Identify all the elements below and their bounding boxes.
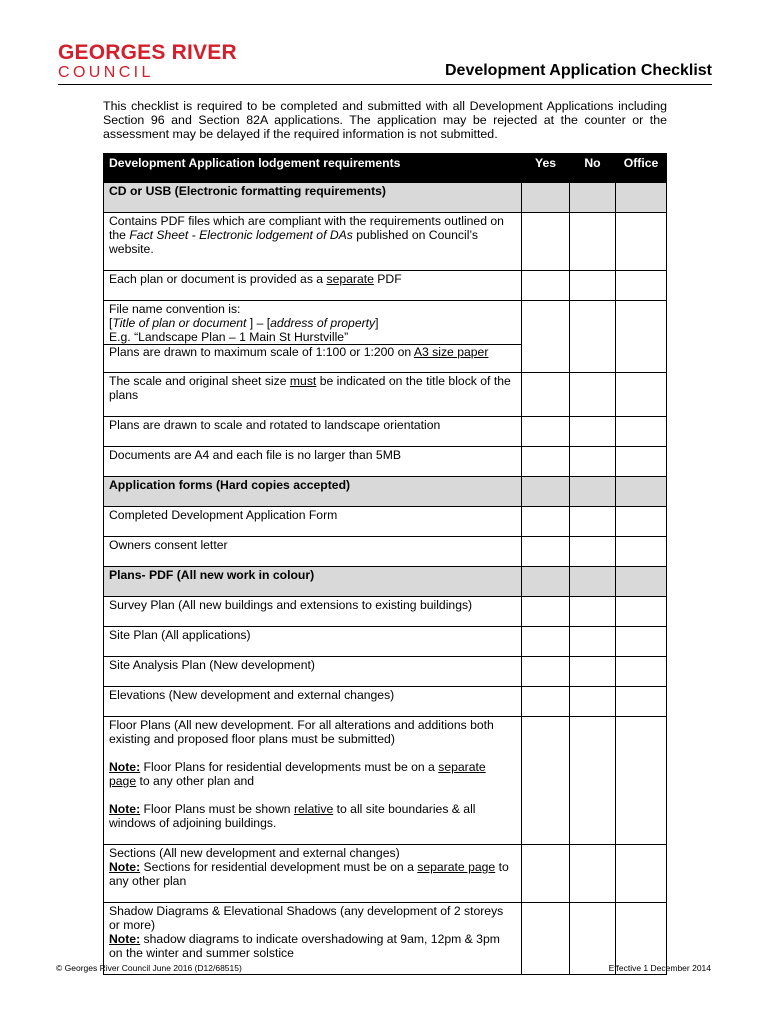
yes-checkbox[interactable]: [522, 845, 570, 903]
section-label: Plans- PDF (All new work in colour): [104, 567, 522, 597]
table-row: [104, 717, 667, 845]
logo-line1: GEORGES RIVER: [58, 41, 237, 64]
yes-checkbox[interactable]: [522, 301, 570, 373]
no-checkbox[interactable]: [570, 657, 616, 687]
requirement-pdf-compliant: Contains PDF files which are compliant with the requirements outlined on the Fact Sheet - Electronic lodgement of DAs published on Council’s website.: [104, 213, 522, 271]
header-divider: [58, 84, 712, 85]
section-row-plans: [104, 567, 667, 597]
yes-checkbox[interactable]: [522, 477, 570, 507]
no-checkbox[interactable]: [570, 417, 616, 447]
table-header-row: [104, 154, 667, 183]
no-checkbox[interactable]: [570, 845, 616, 903]
footer-copyright: © Georges River Council June 2016 (D12/68515): [56, 963, 242, 973]
office-checkbox[interactable]: [616, 213, 667, 271]
table-row: [104, 627, 667, 657]
no-checkbox[interactable]: [570, 183, 616, 213]
requirement-elevations: Elevations (New development and external changes): [104, 687, 522, 717]
table-row: [104, 537, 667, 567]
requirement-title-block: The scale and original sheet size must be indicated on the title block of the plans: [104, 373, 522, 417]
table-row: [104, 373, 667, 417]
requirement-file-name-and-scale: File name convention is: [Title of plan or document ] – [address of property] E.g. “Landscape Plan – 1 Main St Hurstville” Plans are drawn to maximum scale of 1:100 or 1:200 on A3 size paper: [104, 301, 522, 373]
table-row: [104, 447, 667, 477]
section-label: Application forms (Hard copies accepted): [104, 477, 522, 507]
table-row: [104, 597, 667, 627]
column-header-yes: Yes: [522, 154, 570, 183]
office-checkbox[interactable]: [616, 717, 667, 845]
table-row: [104, 657, 667, 687]
table-row: [104, 417, 667, 447]
office-checkbox[interactable]: [616, 597, 667, 627]
office-checkbox[interactable]: [616, 301, 667, 373]
office-checkbox[interactable]: [616, 687, 667, 717]
office-checkbox[interactable]: [616, 477, 667, 507]
no-checkbox[interactable]: [570, 567, 616, 597]
table-row: [104, 845, 667, 903]
no-checkbox[interactable]: [570, 507, 616, 537]
council-logo: [58, 42, 237, 82]
requirement-site-plan: Site Plan (All applications): [104, 627, 522, 657]
office-checkbox[interactable]: [616, 507, 667, 537]
no-checkbox[interactable]: [570, 447, 616, 477]
section-row-cd-usb: [104, 183, 667, 213]
yes-checkbox[interactable]: [522, 597, 570, 627]
requirement-owners-consent: Owners consent letter: [104, 537, 522, 567]
yes-checkbox[interactable]: [522, 537, 570, 567]
requirement-site-analysis: Site Analysis Plan (New development): [104, 657, 522, 687]
requirement-da-form: Completed Development Application Form: [104, 507, 522, 537]
office-checkbox[interactable]: [616, 417, 667, 447]
no-checkbox[interactable]: [570, 301, 616, 373]
no-checkbox[interactable]: [570, 627, 616, 657]
office-checkbox[interactable]: [616, 183, 667, 213]
yes-checkbox[interactable]: [522, 903, 570, 975]
yes-checkbox[interactable]: [522, 213, 570, 271]
yes-checkbox[interactable]: [522, 271, 570, 301]
column-header-office: Office: [616, 154, 667, 183]
requirement-a4: Documents are A4 and each file is no larger than 5MB: [104, 447, 522, 477]
yes-checkbox[interactable]: [522, 417, 570, 447]
requirement-survey-plan: Survey Plan (All new buildings and extensions to existing buildings): [104, 597, 522, 627]
no-checkbox[interactable]: [570, 537, 616, 567]
logo-line2: COUNCIL: [58, 64, 154, 81]
yes-checkbox[interactable]: [522, 507, 570, 537]
requirement-separate-pdf: Each plan or document is provided as a separate PDF: [104, 271, 522, 301]
section-label: CD or USB (Electronic formatting requirements): [104, 183, 522, 213]
yes-checkbox[interactable]: [522, 687, 570, 717]
no-checkbox[interactable]: [570, 271, 616, 301]
page-title: Development Application Checklist: [444, 62, 712, 79]
intro-paragraph: This checklist is required to be completed and submitted with all Development Applications including Section 96 and Section 82A applications. The application may be rejected at the counter or the assessment may be delayed if the required information is not submitted.: [103, 99, 667, 141]
column-header-no: No: [570, 154, 616, 183]
office-checkbox[interactable]: [616, 537, 667, 567]
requirement-landscape: Plans are drawn to scale and rotated to landscape orientation: [104, 417, 522, 447]
yes-checkbox[interactable]: [522, 717, 570, 845]
yes-checkbox[interactable]: [522, 627, 570, 657]
footer-effective-date: Effective 1 December 2014: [608, 963, 711, 973]
requirement-floor-plans: Floor Plans (All new development. For all alterations and additions both existing and proposed floor plans must be submitted) Note: Floor Plans for residential developments must be on a separate page to any other plan and Note: Floor Plans must be shown relative to all site boundaries & all windows of adjoining buildings.: [104, 717, 522, 845]
yes-checkbox[interactable]: [522, 657, 570, 687]
office-checkbox[interactable]: [616, 373, 667, 417]
section-row-forms: [104, 477, 667, 507]
office-checkbox[interactable]: [616, 657, 667, 687]
yes-checkbox[interactable]: [522, 567, 570, 597]
table-row: [104, 507, 667, 537]
requirement-sections: Sections (All new development and external changes) Note: Sections for residential development must be on a separate page to any other plan: [104, 845, 522, 903]
table-row: [104, 301, 667, 373]
no-checkbox[interactable]: [570, 373, 616, 417]
no-checkbox[interactable]: [570, 477, 616, 507]
no-checkbox[interactable]: [570, 597, 616, 627]
table-row: [104, 271, 667, 301]
table-row: [104, 213, 667, 271]
no-checkbox[interactable]: [570, 687, 616, 717]
office-checkbox[interactable]: [616, 271, 667, 301]
office-checkbox[interactable]: [616, 567, 667, 597]
office-checkbox[interactable]: [616, 447, 667, 477]
no-checkbox[interactable]: [570, 213, 616, 271]
yes-checkbox[interactable]: [522, 447, 570, 477]
checklist-table: [103, 153, 667, 975]
office-checkbox[interactable]: [616, 627, 667, 657]
yes-checkbox[interactable]: [522, 373, 570, 417]
column-header-requirements: Development Application lodgement requirements: [104, 154, 522, 183]
table-row: [104, 687, 667, 717]
office-checkbox[interactable]: [616, 845, 667, 903]
no-checkbox[interactable]: [570, 717, 616, 845]
requirement-shadow-diagrams: Shadow Diagrams & Elevational Shadows (any development of 2 storeys or more) Note: shadow diagrams to indicate overshadowing at 9am, 12pm & 3pm on the winter and summer solstice: [104, 903, 522, 975]
yes-checkbox[interactable]: [522, 183, 570, 213]
